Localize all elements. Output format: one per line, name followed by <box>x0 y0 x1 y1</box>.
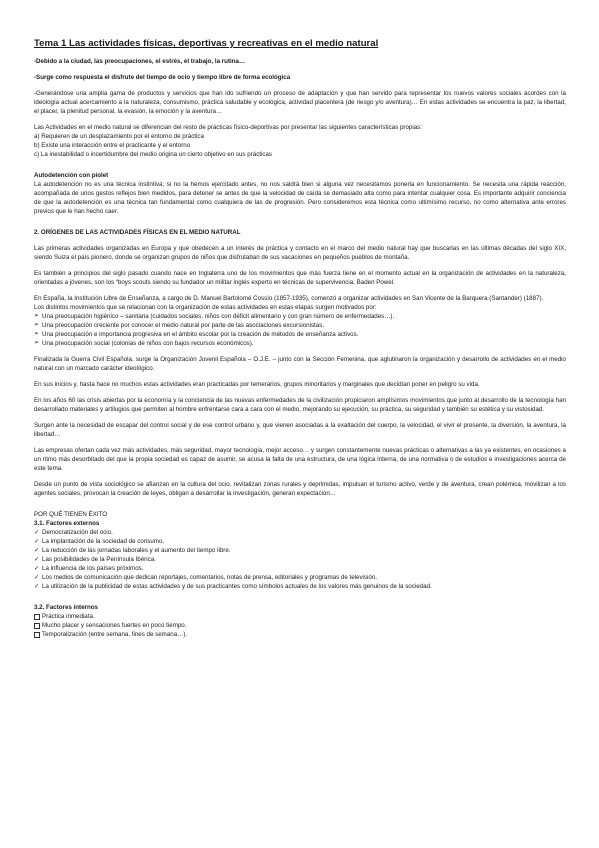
section-2-paragraph: Desde un punto de vista sociológico se afianzan en la cultura del ocio, revitalizan zonas rurales y deprimidas, impulsan el turismo activo, verde y de aventura, crean polémica, movilizan a los agentes sociales, provocan la creación de leyes, obligan a desarrollar la investigación, generan expectación… <box>34 481 566 497</box>
section-2-paragraph: En los años 60 las crisis abiertas por la economía y la conciencia de las nuevas enfermedades de la civilización propiciaron amplísimos movimientos que junto al desarrollo de la tecnología han desarrollado materiales y artilugios que permiten al hombre enfrentarse cara a cara con el medio, mejorando su ejecución, su práctica, su seguridad y también su estética y su vistosidad. <box>34 397 566 413</box>
external-factor-item: ✓ La implantación de la sociedad de consumo. <box>34 537 566 546</box>
section-2-heading: 2. ORÍGENES DE LAS ACTIVIDADES FÍSICAS EN EL MEDIO NATURAL <box>34 229 241 236</box>
section-2-paragraph: En sus inicios y, hasta hace no muchos estas actividades eran practicadas por temerarios, grupos minoritarios y marginales que decidían poner en peligro su vida. <box>34 381 480 388</box>
characteristic-item: c) La inestabilidad o incertidumbre del medio origina un cierto objetivo en sus prácticas <box>34 151 273 158</box>
external-factors-heading: 3.1. Factores externos <box>34 520 100 527</box>
external-factors-list <box>34 528 566 591</box>
characteristics-intro: Las Actividades en el medio natural se diferencian del resto de prácticas físico-deportivas por presentar las siguientes características propias: <box>34 124 422 131</box>
internal-factor-item: Práctica inmediata. <box>34 612 566 621</box>
external-factor-item: ✓ La utilización de la publicidad de estas actividades y de sus practicantes como símbolos actuales de los valores más genuinos de la sociedad. <box>34 582 566 591</box>
intro-paragraph-3: -Generándose una amplia gama de productos y servicios que han ido sufriendo un proceso de adaptación y que han servido para representar los nuevos valores sociales acordes con la ideología actual acercamiento a la naturaleza, consumismo, práctica saludable y ecológica, actividad placentera (de riesgo y/o aventura)… En estas actividades se encuentra la paz, la libertad, el placer, la plenitud personal, la evasión, la emoción y la aventura… <box>34 90 566 115</box>
internal-factor-item: Mucho placer y sensaciones fuertes en poco tiempo. <box>34 621 566 630</box>
intro-paragraph-2: -Surge como respuesta el disfrute del tiempo de ocio y tiempo libre de forma ecológica <box>34 74 291 81</box>
external-factor-item: ✓ Los medios de comunicación que dedican reportajes, comentarios, notas de prensa, editoriales y programas de televisión. <box>34 573 566 582</box>
motives-list <box>34 312 566 348</box>
characteristic-item: b) Existe una interacción entre el practicante y el entorno <box>34 142 191 149</box>
internal-factors-heading: 3.2. Factores internos <box>34 604 98 611</box>
external-factor-item: ✓ Democratización del ocio. <box>34 528 566 537</box>
internal-factor-item: Temporalización (entre semana, fines de semana…). <box>34 630 566 639</box>
section-2-paragraph: Surgen ante la necesidad de escapar del control social y de ese control urbano y, que vienen asociadas a la exaltación del cuerpo, la velocidad, el vivir el presente, la diversión, la aventura, la libertad… <box>34 422 566 438</box>
section-2-paragraph: Finalizada la Guerra Civil Española, surge la Organización Juvenil Española – O.J.E. – junto con la Sección Femenina, que aglutinaron la organización y desarrollo de actividades en el medio natural con un marcado carácter ideológico. <box>34 356 566 372</box>
motive-item: ➢ Una preocupación higiénico – sanitaria (cuidados sociales, niños con déficit alimentario y con gran número de enfermedades…). <box>34 312 566 321</box>
section-2-paragraph: Es también a principios del siglo pasado cuando nace en Inglaterra uno de los movimientos que más fuerza tiene en el momento actual en la organización de actividades en la naturaleza, orientadas a jóvenes, son los “boys scouts siendo su fundador un militar inglés experto en técnicas de supervivencia, Baden Powel. <box>34 270 566 286</box>
section-2-paragraph: Las primeras actividades organizadas en Europa y que obedecen a un interés de práctica y contacto en el marco del medio natural hay que buscarlas en las últimas décadas del siglo XIX, siendo Suiza el país pionero, donde se organizan grupos de niños que disfrutaban de sus vacaciones en pequeños pueblos de montaña. <box>34 245 566 261</box>
motive-item: ➢ Una preocupación e importancia progresiva en el ámbito escolar por la creación de métodos de enseñanza activos. <box>34 330 566 339</box>
document-title: Tema 1 Las actividades físicas, deportivas y recreativas en el medio natural <box>34 38 379 49</box>
motive-item: ➢ Una preocupación social (colonias de niños con bajos recursos económicos). <box>34 339 566 348</box>
external-factor-item: ✓ La reducción de las jornadas laborales y el aumento del tiempo libre. <box>34 546 566 555</box>
characteristic-item: a) Requieren de un desplazamiento por el entorno de práctica <box>34 133 204 140</box>
section-2-paragraph: Los distintos movimientos que se relacionan con la organización de estas actividades en estas etapas surgen motivados por: <box>34 304 377 311</box>
external-factor-item: ✓ Las posibilidades de la Península Ibérica. <box>34 555 566 564</box>
section-2-paragraph: Las empresas ofertan cada vez más actividades, más seguridad, mayor tecnología, mejor acceso… y surgen constantemente nuevas prácticas o alternativas a las ya existentes, en ocasiones a un ritmo más desorbitado del que la propia sociedad es capaz de asumir, se acusa la falta de una estructura, de una lógica interna, de una normativa o de estudios e investigaciones acerca de este tema. <box>34 447 566 472</box>
document-page <box>34 38 566 646</box>
motive-item: ➢ Una preocupación creciente por conocer el medio natural por parte de las asociaciones excursionistas. <box>34 321 566 330</box>
success-heading: POR QUÉ TIENEN ÉXITO <box>34 511 108 518</box>
internal-factors-list <box>34 612 566 639</box>
section-2-paragraph: En España, la Institución Libre de Enseñanza, a cargo de D. Manuel Bartolomé Cossío (1857-1935), comenzó a organizar actividades en San Vicente de la Barquera (Santander) (1887). <box>34 295 544 302</box>
autodetencion-heading: Autodetención con piolet <box>34 172 109 179</box>
autodetencion-text: La autodetención no es una técnica instintiva; si no la hemos ejercitado antes, no nos saldrá bien si alguna vez necesitamos ponerla en funcionamiento. Se necesita una rápida reacción, acompañada de unos gestos reflejos bien medidos, para detener se antes de que la velocidad de caída se demasiado alta como para intentar cualquier cosa. Es importante adquirir conciencia de que la autodetención es una técnica tan fundamental como cualquiera de las de progresión. Pero consideremos esta técnica como ultimísimo recurso, no como alternativa ante errores previos que le han hecho caer. <box>34 181 566 215</box>
intro-paragraph-1: -Debido a la ciudad, las preocupaciones, el estrés, el trabajo, la rutina… <box>34 58 246 65</box>
external-factor-item: ✓ La influencia de los países próximos. <box>34 564 566 573</box>
